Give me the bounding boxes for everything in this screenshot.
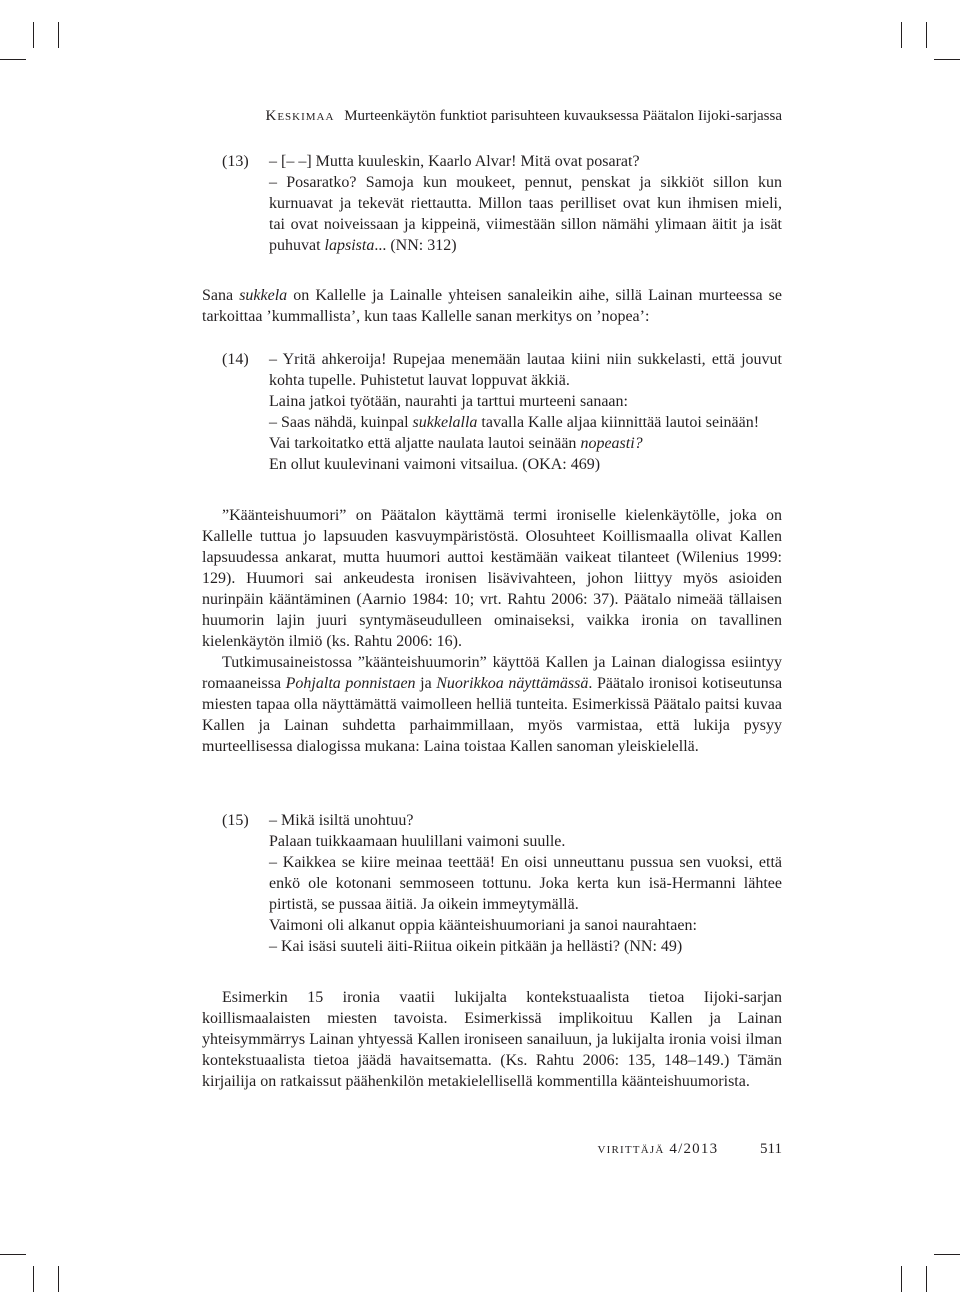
example-13-line: – Posaratko? Samoja kun moukeet, pennut, penskat ja sikkiöt sillon kun	[269, 174, 782, 191]
body-paragraph-4-text: Esimerkin 15 ironia vaatii lukijalta kontekstuaalista tietoa Iijoki-sarjan koillismaalaisten miesten tavoista. Esimerkissä implikoituu Kallen ja Lainan yhteisymmärrys Lainan yhtyessä Kallen ironiseen sanailuun, ja lukijalta ironia voisi ilman kontekstuaalista tietoa jäädä havaitsematta. (Ks. Rahtu 2006: 135, 148–149.) Tämän kirjailija on ratkaissut päähenkilön metakielellisellä kommentilla käänteishuumorista.	[202, 989, 782, 1090]
example-14	[269, 349, 782, 475]
italic-term: nopeasti?	[580, 435, 643, 452]
crop-mark	[926, 1266, 927, 1292]
page-footer	[597, 1141, 782, 1158]
example-14-line: En ollut kuulevinani vaimoni vitsailua. (OKA: 469)	[269, 456, 601, 473]
crop-mark	[33, 1266, 34, 1292]
example-14-line: – Yritä ahkeroija! Rupejaa menemään lautaa kiini niin sukkelasti, että jouvut	[269, 351, 782, 368]
example-14-line: kohta tupelle. Puhistetut lauvat loppuvat äkkiä.	[269, 372, 570, 389]
crop-mark	[934, 59, 960, 60]
crop-mark	[901, 1266, 902, 1292]
crop-mark	[926, 22, 927, 48]
text-run: . Päätalo ironisoi kotiseutunsa miesten tapaa olla näyttämättä vaimolleen helliä tunteita. Esimerkissä Päätalo paitsi kuvaa Kallen ja Lainan suhdetta parhaimmillaan, myös varmistaa, että lukija pysyy murteellisessa dialogissa mukana: Laina toistaa Kallen sanoman yleiskielellä.	[202, 675, 783, 755]
page-number: 511	[760, 1141, 782, 1157]
example-13-line: – [– –] Mutta kuuleskin, Kaarlo Alvar! Mitä ovat posarat?	[269, 153, 640, 170]
text-run: on Kallelle ja Lainalle yhteisen sanaleikin aihe, sillä Lainan murteessa se tarkoittaa ’kummallista’, kun taas Kallelle sanan merkitys on ’nopea’:	[202, 287, 783, 325]
example-13-line	[269, 235, 782, 256]
body-paragraph-4	[202, 987, 782, 1092]
example-13-line: tai ovat noiveissaan ja kippeinä, viimestään sillon nämähi ylimaan äitit ja isät	[269, 216, 782, 233]
footer-journal: virittäjä 4/2013	[597, 1141, 719, 1157]
crop-mark	[58, 22, 59, 48]
crop-mark	[0, 1254, 26, 1255]
text-run: ... (NN: 312)	[374, 237, 457, 254]
italic-term: lapsista	[324, 237, 375, 254]
example-15-line: – Mikä isiltä unohtuu?	[269, 812, 414, 829]
example-13-line: kurnuavat ja tekevät riettautta. Millon taas perilliset ovat kun ihmisen mieli,	[269, 195, 782, 212]
crop-mark	[901, 22, 902, 48]
body-paragraphs	[202, 505, 782, 757]
text-run: – Saas nähdä, kuinpal	[269, 414, 413, 431]
crop-mark	[0, 59, 26, 60]
text-run: puhuvat	[269, 237, 325, 254]
example-15-number: (15)	[222, 812, 249, 829]
header-title: Murteenkäytön funktiot parisuhteen kuvauksessa Päätalon Iijoki-sarjassa	[344, 108, 782, 124]
example-15-line: – Kaikkea se kiire meinaa teettää! En oisi unneuttanu pussua sen vuoksi, että enkö ole kotonani semmoseen tottunu. Joka kerta kun isä-Hermanni lähtee pirtistä, se pussaa äitiä. Ja oikein immeytymällä.	[269, 854, 782, 913]
example-13-number: (13)	[222, 153, 249, 170]
example-15	[269, 810, 782, 957]
example-14-line: Laina jatkoi työtään, naurahti ja tarttui murteeni sanaan:	[269, 393, 628, 410]
text-run: Tutkimusaineistossa ”käänteishuumorin” käyttöä Kallen ja Lainan dialogissa esiintyy romaaneissa	[202, 654, 782, 692]
italic-term: sukkela	[239, 287, 288, 304]
example-14-line	[269, 433, 782, 454]
crop-mark	[58, 1266, 59, 1292]
text-run: Vai tarkoitatko että aljatte naulata lautoi seinään	[269, 435, 581, 452]
crop-mark	[33, 22, 34, 48]
example-13	[269, 151, 782, 256]
body-paragraph-2: ”Käänteishuumori” on Päätalon käyttämä termi ironiselle kielenkäytölle, joka on Kallelle tuttua jo lapsuuden kasvuympäristöstä. Olosuhteet Koillismaalla olivat Kallen lapsuudessa ankarat, mutta huumori auttoi kestämään vaikeat tilanteet (Wilenius 1999: 129). Huumori sai ankeudesta ironisen lisävivahteen, johon liittyy myös asioiden nurinpäin kääntäminen (Aarnio 1984: 10; vrt. Rahtu 2006: 37). Päätalo nimeää tällaisen huumorin lajin juuri syntymäseudulleen ominaiseksi, vaikka ironia on tavallinen kielenkäytön ilmiö (ks. Rahtu 2006: 16).	[202, 507, 782, 650]
text-run: Sana	[202, 287, 240, 304]
body-paragraph-3	[202, 652, 782, 757]
example-15-line: – Kai isäsi suuteli äiti-Riitua oikein pitkään ja hellästi? (NN: 49)	[269, 938, 683, 955]
example-15-line: Vaimoni oli alkanut oppia käänteishuumoriani ja sanoi naurahtaen:	[269, 917, 697, 934]
italic-title: Pohjalta ponnistaen	[285, 675, 416, 692]
italic-term: sukkelalla	[412, 414, 478, 431]
header-author: Keskimaa	[265, 108, 335, 124]
text-run: ja	[415, 675, 437, 692]
example-14-line	[269, 412, 782, 433]
example-14-number: (14)	[222, 351, 249, 368]
italic-title: Nuorikkoa näyttämässä	[436, 675, 589, 692]
example-15-line: Palaan tuikkaamaan huulillani vaimoni suulle.	[269, 833, 566, 850]
text-run: tavalla Kalle aljaa kiinnittää lautoi seinään!	[477, 414, 760, 431]
body-paragraph-1	[202, 285, 782, 327]
crop-mark	[934, 1254, 960, 1255]
running-header	[265, 108, 782, 125]
